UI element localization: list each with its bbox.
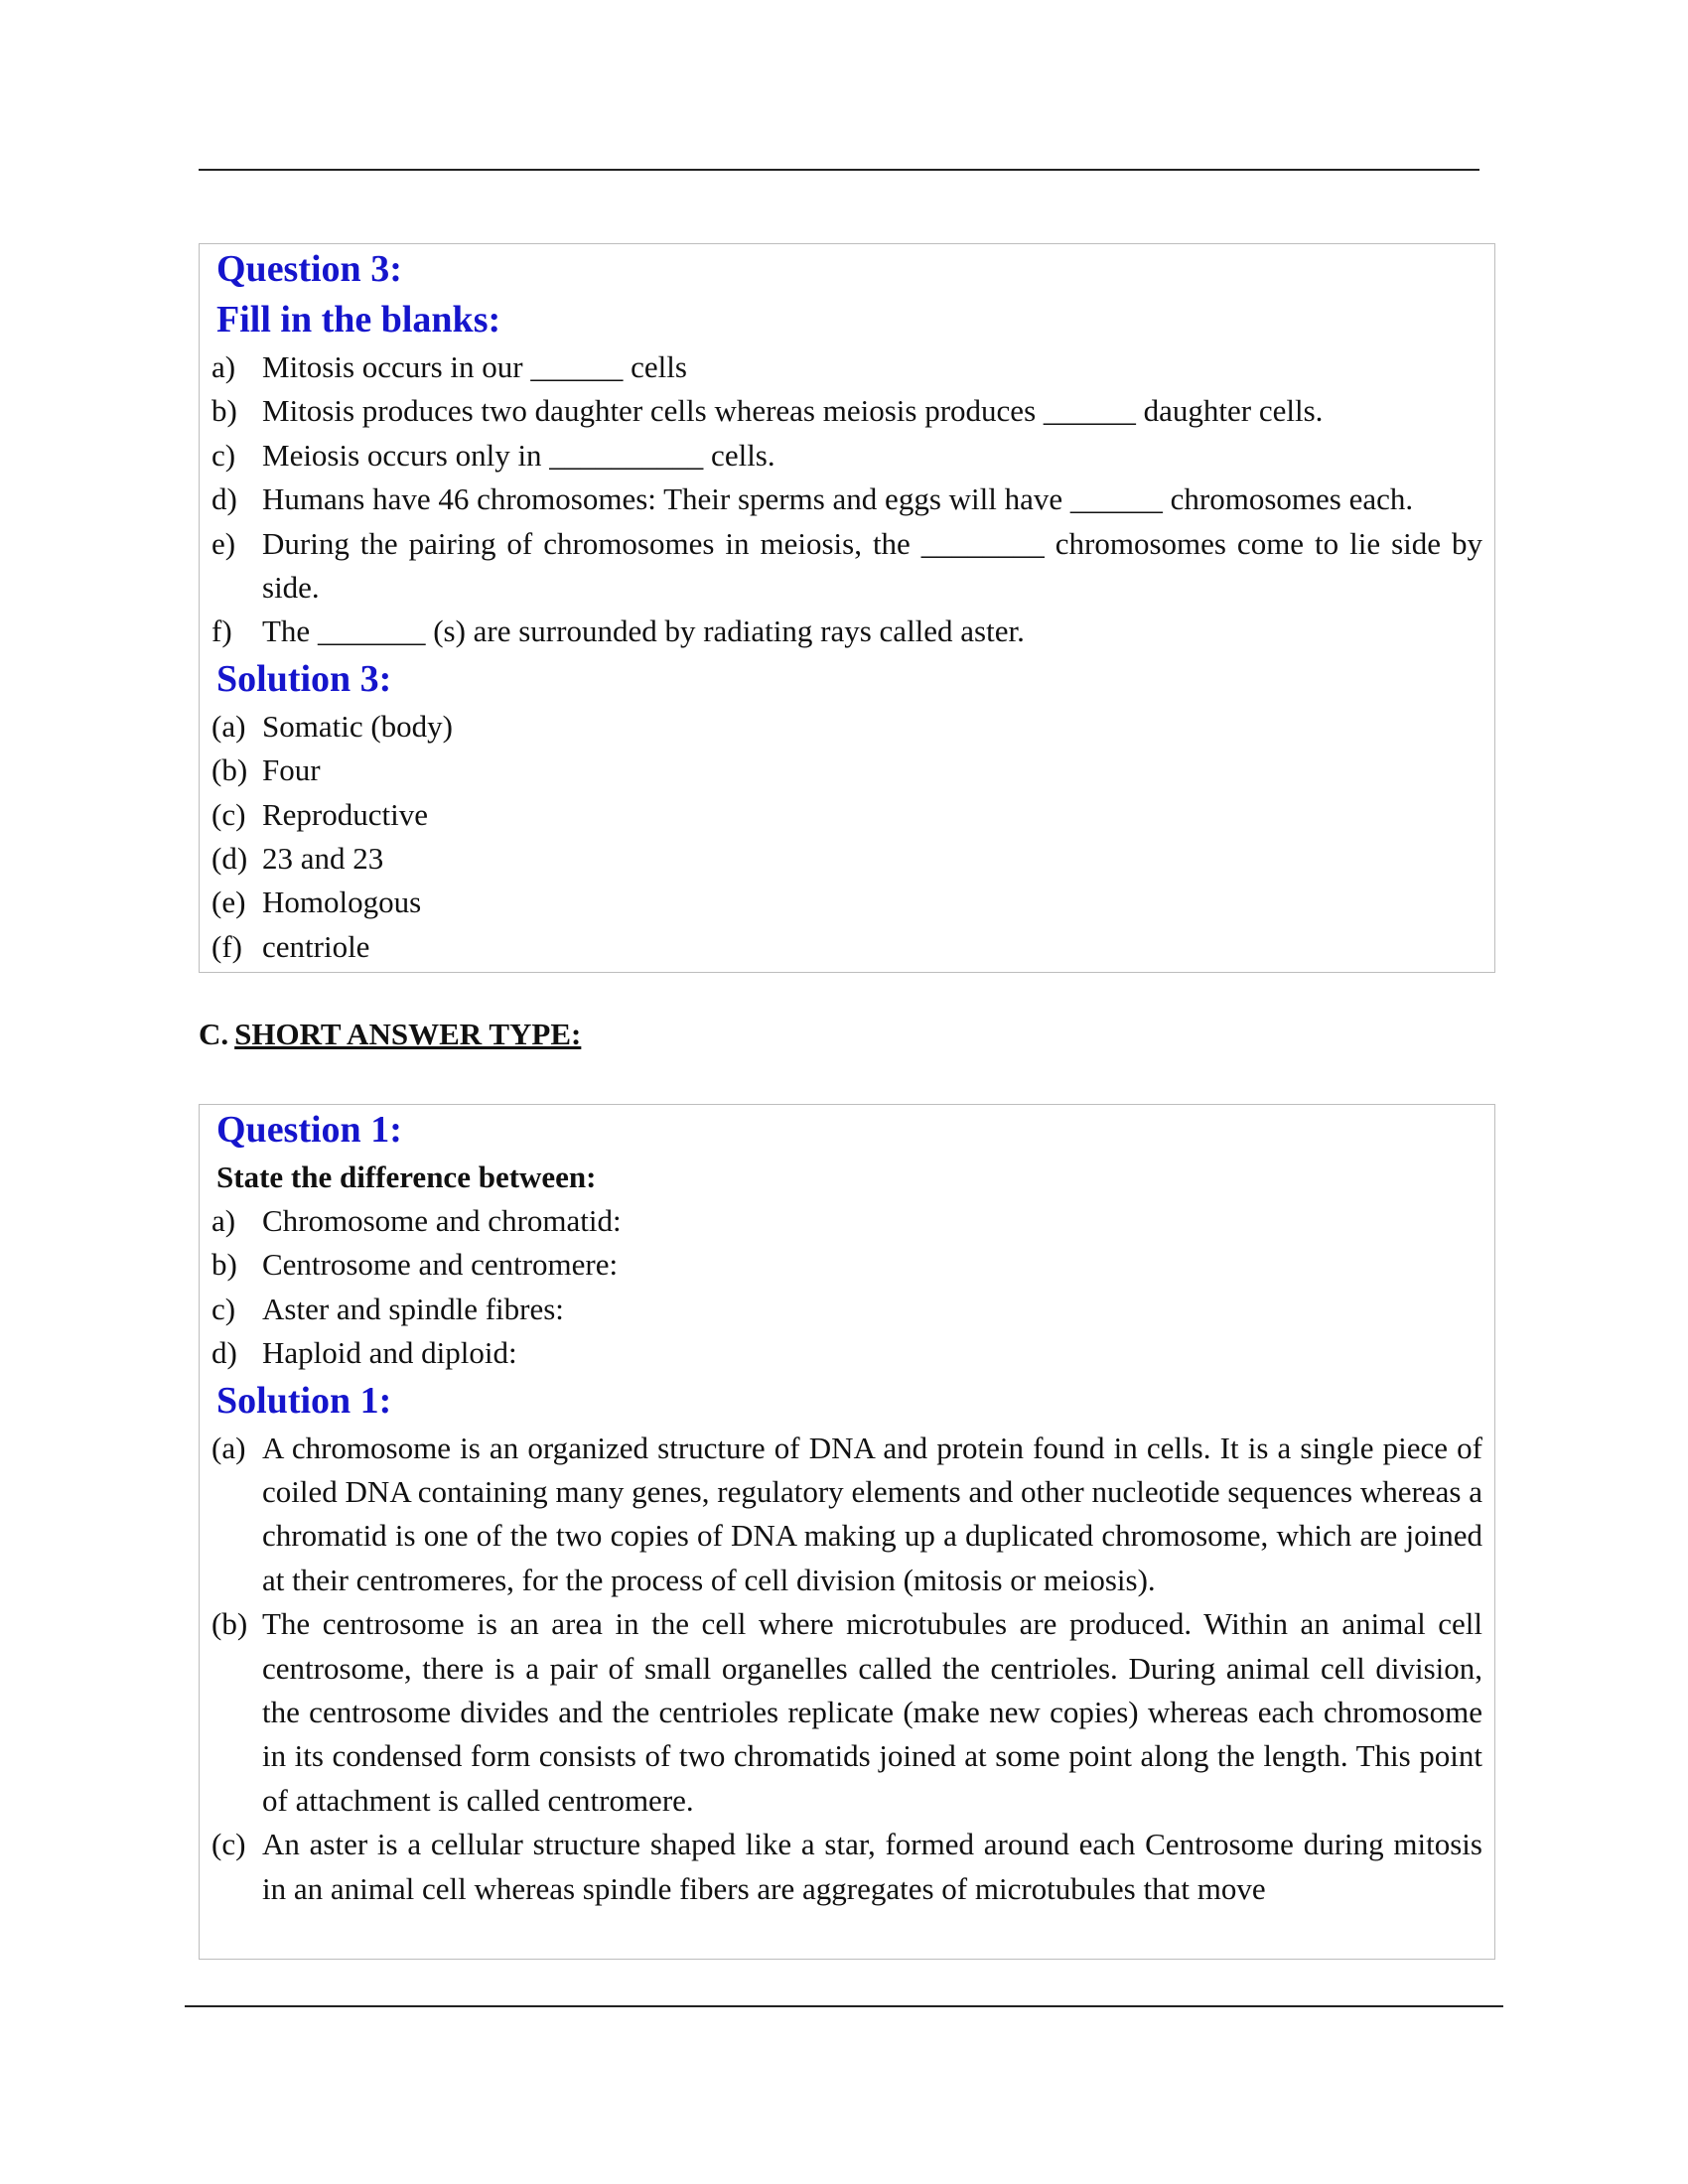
item-label: f) bbox=[211, 614, 232, 649]
list-item bbox=[211, 434, 1482, 478]
section-title: SHORT ANSWER TYPE: bbox=[234, 1017, 582, 1051]
answer-text: centriole bbox=[262, 928, 370, 964]
answer-label: (c) bbox=[211, 796, 246, 832]
answer-label: (a) bbox=[211, 708, 246, 744]
answer-item bbox=[211, 793, 1482, 837]
item-text: Aster and spindle fibres: bbox=[262, 1291, 564, 1326]
list-item bbox=[211, 345, 1482, 389]
answer-item bbox=[211, 1427, 1482, 1603]
item-text: Mitosis produces two daughter cells whereas meiosis produces ______ daughter cells. bbox=[262, 393, 1324, 429]
header-rule bbox=[199, 169, 1479, 171]
question-1-box bbox=[199, 1104, 1495, 1960]
item-label: d) bbox=[211, 481, 237, 517]
answer-text: Reproductive bbox=[262, 796, 429, 832]
answer-label: (e) bbox=[211, 885, 246, 920]
answer-item bbox=[211, 925, 1482, 969]
answer-text: Homologous bbox=[262, 885, 422, 920]
list-item bbox=[211, 389, 1482, 433]
item-label: b) bbox=[211, 393, 237, 429]
list-item bbox=[211, 1288, 1482, 1331]
answer-text: Somatic (body) bbox=[262, 708, 453, 744]
answer-label: (a) bbox=[211, 1430, 246, 1465]
answer-label: (d) bbox=[211, 841, 248, 877]
list-item bbox=[211, 1243, 1482, 1287]
answer-label: (f) bbox=[211, 928, 242, 964]
section-prefix: C. bbox=[199, 1017, 229, 1051]
section-heading bbox=[199, 1017, 581, 1052]
item-text: Chromosome and chromatid: bbox=[262, 1203, 622, 1238]
question-subtitle: Fill in the blanks: bbox=[216, 299, 501, 341]
answer-text: The centrosome is an area in the cell where microtubules are produced. Within an animal cell centrosome, there is a pair of small organelles called the centrioles. During animal cell division, the centrosome divides and the centrioles replicate (make new copies) whereas each chromosome in its condensed form consists of two chromatids joined at some point along the length. This point of attachment is called centromere. bbox=[262, 1606, 1482, 1818]
item-label: b) bbox=[211, 1247, 237, 1283]
item-text: During the pairing of chromosomes in meiosis, the ________ chromosomes come to lie side by side. bbox=[262, 525, 1482, 606]
answer-text: 23 and 23 bbox=[262, 841, 384, 877]
footer-rule bbox=[185, 2005, 1503, 2007]
answer-text: A chromosome is an organized structure of DNA and protein found in cells. It is a single piece of coiled DNA containing many genes, regulatory elements and other nucleotide sequences whereas a chromatid is one of the two copies of DNA making up a duplicated chromosome, which are joined at their centromeres, for the process of cell division (mitosis or meiosis). bbox=[262, 1430, 1482, 1597]
answer-item bbox=[211, 837, 1482, 881]
question-title: Question 1: bbox=[216, 1109, 402, 1151]
item-text: Mitosis occurs in our ______ cells bbox=[262, 349, 687, 384]
list-item bbox=[211, 522, 1482, 611]
answer-item bbox=[211, 1602, 1482, 1823]
item-label: d) bbox=[211, 1335, 237, 1371]
list-item bbox=[211, 1199, 1482, 1243]
list-item bbox=[211, 1331, 1482, 1375]
answer-text: Four bbox=[262, 752, 321, 788]
question-3-box bbox=[199, 243, 1495, 973]
answer-label: (c) bbox=[211, 1827, 246, 1862]
item-label: c) bbox=[211, 1291, 236, 1326]
item-label: a) bbox=[211, 1203, 236, 1238]
answer-item bbox=[211, 881, 1482, 924]
list-item bbox=[211, 610, 1482, 653]
item-label: a) bbox=[211, 349, 236, 384]
answer-label: (b) bbox=[211, 1606, 248, 1642]
item-text: Humans have 46 chromosomes: Their sperms and eggs will have ______ chromosomes each. bbox=[262, 481, 1414, 517]
question-title: Question 3: bbox=[216, 248, 402, 290]
item-text: The _______ (s) are surrounded by radiating rays called aster. bbox=[262, 614, 1025, 649]
list-item bbox=[211, 478, 1482, 521]
question-subtitle: State the difference between: bbox=[216, 1160, 597, 1194]
item-label: e) bbox=[211, 525, 236, 561]
answer-item bbox=[211, 1823, 1482, 1911]
answer-item bbox=[211, 749, 1482, 792]
item-text: Haploid and diploid: bbox=[262, 1335, 517, 1371]
solution-title: Solution 1: bbox=[216, 1379, 392, 1422]
item-label: c) bbox=[211, 437, 236, 473]
answer-label: (b) bbox=[211, 752, 248, 788]
item-text: Centrosome and centromere: bbox=[262, 1247, 619, 1283]
solution-title: Solution 3: bbox=[216, 657, 392, 700]
answer-item bbox=[211, 705, 1482, 749]
item-text: Meiosis occurs only in __________ cells. bbox=[262, 437, 775, 473]
answer-text: An aster is a cellular structure shaped like a star, formed around each Centrosome during mitosis in an animal cell whereas spindle fibers are aggregates of microtubules that move bbox=[262, 1827, 1482, 1906]
